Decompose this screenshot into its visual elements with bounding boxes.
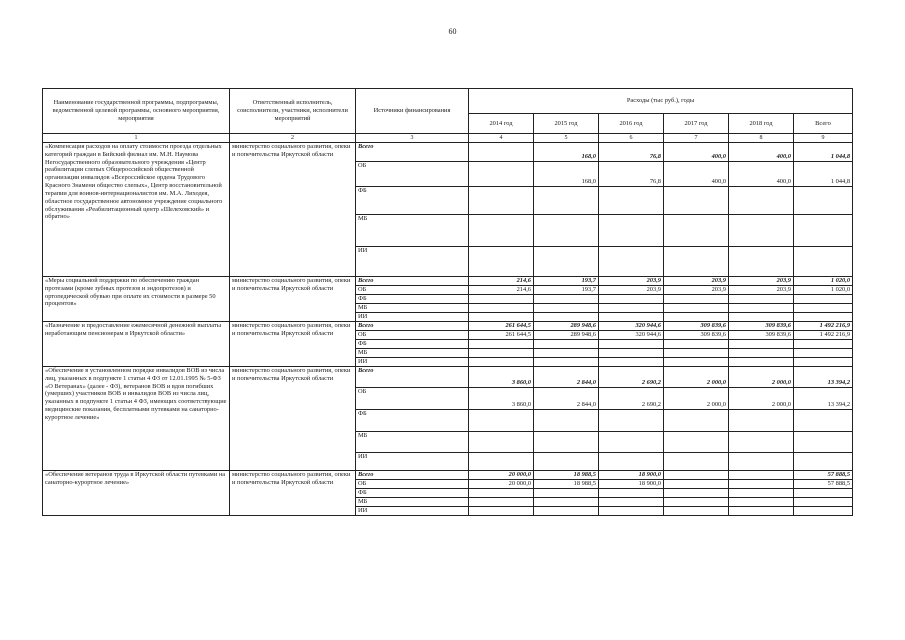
year-value [729, 480, 794, 489]
year-value [469, 507, 534, 516]
year-value [599, 358, 664, 367]
funding-source: ОБ [356, 388, 469, 410]
column-number: 7 [664, 134, 729, 143]
total-value: 57 888,5 [794, 471, 853, 480]
year-value [664, 471, 729, 480]
total-value: 13 394,2 [794, 388, 853, 410]
year-value [469, 489, 534, 498]
year-value: 203,9 [664, 286, 729, 295]
funding-source: ФБ [356, 410, 469, 432]
year-value [729, 498, 794, 507]
column-number: 3 [356, 134, 469, 143]
year-value: 193,7 [534, 277, 599, 286]
year-value: 203,9 [599, 286, 664, 295]
year-value: 289 948,6 [534, 331, 599, 340]
total-value: 1 492 216,9 [794, 331, 853, 340]
total-value [794, 349, 853, 358]
year-value [664, 304, 729, 313]
year-value: 2 844,0 [534, 388, 599, 410]
year-value [664, 453, 729, 471]
year-value [469, 340, 534, 349]
year-value: 309 839,6 [729, 322, 794, 331]
year-value [599, 349, 664, 358]
responsible-executor: министерство социального развития, опеки и попечительства Иркутской области [230, 367, 356, 471]
year-value [599, 304, 664, 313]
funding-source: МБ [356, 498, 469, 507]
year-value: 400,0 [729, 162, 794, 187]
year-value [599, 432, 664, 453]
year-value: 203,9 [599, 277, 664, 286]
header-total: Всего [794, 114, 853, 134]
funding-source: Всего [356, 143, 469, 162]
year-value [599, 498, 664, 507]
funding-source: Всего [356, 277, 469, 286]
year-value [729, 349, 794, 358]
total-value: 1 044,8 [794, 162, 853, 187]
year-value [469, 453, 534, 471]
year-value [599, 453, 664, 471]
total-value [794, 358, 853, 367]
column-number: 4 [469, 134, 534, 143]
total-value: 57 888,5 [794, 480, 853, 489]
year-value: 2 000,0 [664, 367, 729, 388]
header-responsible: Ответственный исполнитель, соисполнители, участники, исполнители мероприятий [230, 89, 356, 134]
year-value: 168,0 [534, 162, 599, 187]
total-value: 1 044,8 [794, 143, 853, 162]
year-value [599, 215, 664, 247]
year-value: 400,0 [664, 143, 729, 162]
total-value [794, 410, 853, 432]
column-number: 5 [534, 134, 599, 143]
year-value [664, 313, 729, 322]
year-value: 18 988,5 [534, 471, 599, 480]
year-value [664, 358, 729, 367]
funding-source: ОБ [356, 286, 469, 295]
year-value [664, 340, 729, 349]
funding-source: Всего [356, 322, 469, 331]
year-value [534, 340, 599, 349]
table-row [43, 277, 853, 286]
year-value [664, 410, 729, 432]
year-value [664, 215, 729, 247]
funding-source: ФБ [356, 187, 469, 215]
total-value [794, 340, 853, 349]
total-value: 13 394,2 [794, 367, 853, 388]
year-value: 214,6 [469, 286, 534, 295]
year-value [729, 432, 794, 453]
year-value: 2 000,0 [729, 388, 794, 410]
year-value [469, 358, 534, 367]
funding-source: ИИ [356, 507, 469, 516]
year-value [469, 143, 534, 162]
table-row [43, 143, 853, 162]
total-value: 1 492 216,9 [794, 322, 853, 331]
funding-source: МБ [356, 215, 469, 247]
year-value: 3 860,0 [469, 367, 534, 388]
year-value: 309 839,6 [664, 322, 729, 331]
header-expenses: Расходы (тыс руб.), годы [469, 89, 853, 114]
measure-name: «Назначение и предоставление ежемесячной денежной выплаты неработающим пенсионерам в Иркутской области» [43, 322, 230, 367]
year-value: 203,9 [729, 286, 794, 295]
funding-source: ИИ [356, 453, 469, 471]
year-value: 309 839,6 [664, 331, 729, 340]
year-value [729, 507, 794, 516]
year-value [534, 489, 599, 498]
year-value [729, 215, 794, 247]
measure-name: «Обеспечение ветеранов труда в Иркутской области путевками на санаторно-курортное лечение» [43, 471, 230, 516]
header-name: Наименование государственной программы, подпрограммы, ведомственной целевой программы, основного мероприятия, мероприятия [43, 89, 230, 134]
year-value: 18 900,0 [599, 471, 664, 480]
year-value: 400,0 [729, 143, 794, 162]
responsible-executor: министерство социального развития, опеки и попечительства Иркутской области [230, 322, 356, 367]
year-value [599, 410, 664, 432]
year-value [664, 295, 729, 304]
funding-source: ФБ [356, 489, 469, 498]
total-value: 1 020,0 [794, 286, 853, 295]
funding-source: МБ [356, 432, 469, 453]
header-year: 2016 год [599, 114, 664, 134]
year-value: 261 644,5 [469, 331, 534, 340]
year-value [729, 340, 794, 349]
year-value [599, 507, 664, 516]
funding-source: ИИ [356, 247, 469, 277]
year-value [534, 358, 599, 367]
funding-source: МБ [356, 304, 469, 313]
year-value: 20 000,0 [469, 471, 534, 480]
table-body [43, 143, 853, 516]
total-value [794, 295, 853, 304]
year-value [534, 304, 599, 313]
table-row [43, 367, 853, 388]
responsible-executor: министерство социального развития, опеки и попечительства Иркутской области [230, 143, 356, 277]
year-value [664, 489, 729, 498]
funding-source: ИИ [356, 358, 469, 367]
year-value: 261 644,5 [469, 322, 534, 331]
table-row [43, 471, 853, 480]
total-value [794, 304, 853, 313]
year-value [469, 187, 534, 215]
year-value [534, 507, 599, 516]
year-value [664, 480, 729, 489]
header-year: 2017 год [664, 114, 729, 134]
year-value [664, 507, 729, 516]
year-value [534, 215, 599, 247]
year-value [469, 215, 534, 247]
year-value: 76,8 [599, 143, 664, 162]
funding-source: МБ [356, 349, 469, 358]
year-value: 3 860,0 [469, 388, 534, 410]
column-number: 8 [729, 134, 794, 143]
column-number: 9 [794, 134, 853, 143]
responsible-executor: министерство социального развития, опеки и попечительства Иркутской области [230, 277, 356, 322]
year-value: 2 690,2 [599, 388, 664, 410]
total-value [794, 507, 853, 516]
measure-name: «Меры социальной поддержки по обеспечению граждан протезами (кроме зубных протезов и эндопротезов) и ортопедической обувью при оплате их стоимости в размере 50 процентов» [43, 277, 230, 322]
year-value [729, 489, 794, 498]
year-value [469, 432, 534, 453]
funding-source: Всего [356, 367, 469, 388]
year-value: 400,0 [664, 162, 729, 187]
page-number: 60 [448, 27, 457, 36]
year-value: 203,9 [729, 277, 794, 286]
year-value [469, 498, 534, 507]
year-value [599, 489, 664, 498]
year-value [469, 295, 534, 304]
total-value [794, 247, 853, 277]
year-value: 289 948,6 [534, 322, 599, 331]
year-value [469, 313, 534, 322]
year-value [664, 187, 729, 215]
year-value [534, 410, 599, 432]
year-value: 320 944,6 [599, 322, 664, 331]
year-value: 2 844,0 [534, 367, 599, 388]
year-value [534, 295, 599, 304]
year-value [729, 358, 794, 367]
total-value [794, 313, 853, 322]
year-value [534, 432, 599, 453]
column-number: 6 [599, 134, 664, 143]
total-value [794, 498, 853, 507]
year-value [534, 349, 599, 358]
year-value [534, 187, 599, 215]
year-value [664, 432, 729, 453]
total-value [794, 432, 853, 453]
header-year: 2015 год [534, 114, 599, 134]
year-value [469, 349, 534, 358]
responsible-executor: министерство социального развития, опеки и попечительства Иркутской области [230, 471, 356, 516]
year-value [729, 410, 794, 432]
year-value [599, 313, 664, 322]
total-value: 1 020,0 [794, 277, 853, 286]
year-value: 193,7 [534, 286, 599, 295]
funding-source: ОБ [356, 331, 469, 340]
year-value [729, 313, 794, 322]
year-value: 76,8 [599, 162, 664, 187]
total-value [794, 187, 853, 215]
measure-name: «Обеспечение в установленном порядке инвалидов ВОВ из числа лиц, указанных в подпункте 1 статьи 4 ФЗ от 12.01.1995 № 5-ФЗ «О Ветеранах» (далее - ФЗ), ветеранов ВОВ и вдов погибших (умерших) участников ВОВ и инвалидов ВОВ из числа лиц, указанных в подпункте 1 статьи 4 ФЗ, имеющих соответствующие медицинские показания, бесплатными путевками на санаторно-курортное лечение» [43, 367, 230, 471]
funding-source: ОБ [356, 480, 469, 489]
funding-source: ОБ [356, 162, 469, 187]
funding-source: ИИ [356, 313, 469, 322]
funding-source: ФБ [356, 340, 469, 349]
year-value [599, 295, 664, 304]
year-value: 168,0 [534, 143, 599, 162]
funding-source: ФБ [356, 295, 469, 304]
year-value: 2 000,0 [664, 388, 729, 410]
financing-table [42, 88, 853, 516]
year-value [469, 304, 534, 313]
table-row [43, 322, 853, 331]
year-value [729, 471, 794, 480]
year-value [729, 304, 794, 313]
year-value [664, 349, 729, 358]
year-value [729, 453, 794, 471]
total-value [794, 453, 853, 471]
year-value [599, 187, 664, 215]
measure-name: «Компенсация расходов на оплату стоимости проезда отдельных категорий граждан в Бийский филиал им. М.Н. Наумова Негосударственного образовательного учреждения «Центр реабилитации слепых Общероссийской общественной организации инвалидов «Всероссийское ордена Трудового Красного Знамени общество слепых», Центр восстановительной терапии для воинов-интернационалистов им. М.А. Лиходея, областное государственное автономное учреждение социального обслуживания «Реабилитационный центр «Шелеховский» и обратно» [43, 143, 230, 277]
year-value [534, 498, 599, 507]
year-value [729, 295, 794, 304]
year-value [534, 247, 599, 277]
year-value: 214,6 [469, 277, 534, 286]
year-value [469, 410, 534, 432]
year-value [599, 247, 664, 277]
column-number: 2 [230, 134, 356, 143]
year-value: 20 000,0 [469, 480, 534, 489]
header-year: 2018 год [729, 114, 794, 134]
year-value: 18 900,0 [599, 480, 664, 489]
year-value [729, 187, 794, 215]
funding-source: Всего [356, 471, 469, 480]
column-number: 1 [43, 134, 230, 143]
year-value: 203,9 [664, 277, 729, 286]
total-value [794, 215, 853, 247]
year-value [664, 498, 729, 507]
year-value [599, 340, 664, 349]
year-value [469, 247, 534, 277]
year-value: 309 839,6 [729, 331, 794, 340]
year-value: 2 000,0 [729, 367, 794, 388]
header-source: Источники финансирования [356, 89, 469, 134]
header-year: 2014 год [469, 114, 534, 134]
year-value: 18 988,5 [534, 480, 599, 489]
year-value [469, 162, 534, 187]
year-value [729, 247, 794, 277]
year-value [534, 313, 599, 322]
year-value [664, 247, 729, 277]
year-value: 2 690,2 [599, 367, 664, 388]
total-value [794, 489, 853, 498]
year-value: 320 944,6 [599, 331, 664, 340]
year-value [534, 453, 599, 471]
